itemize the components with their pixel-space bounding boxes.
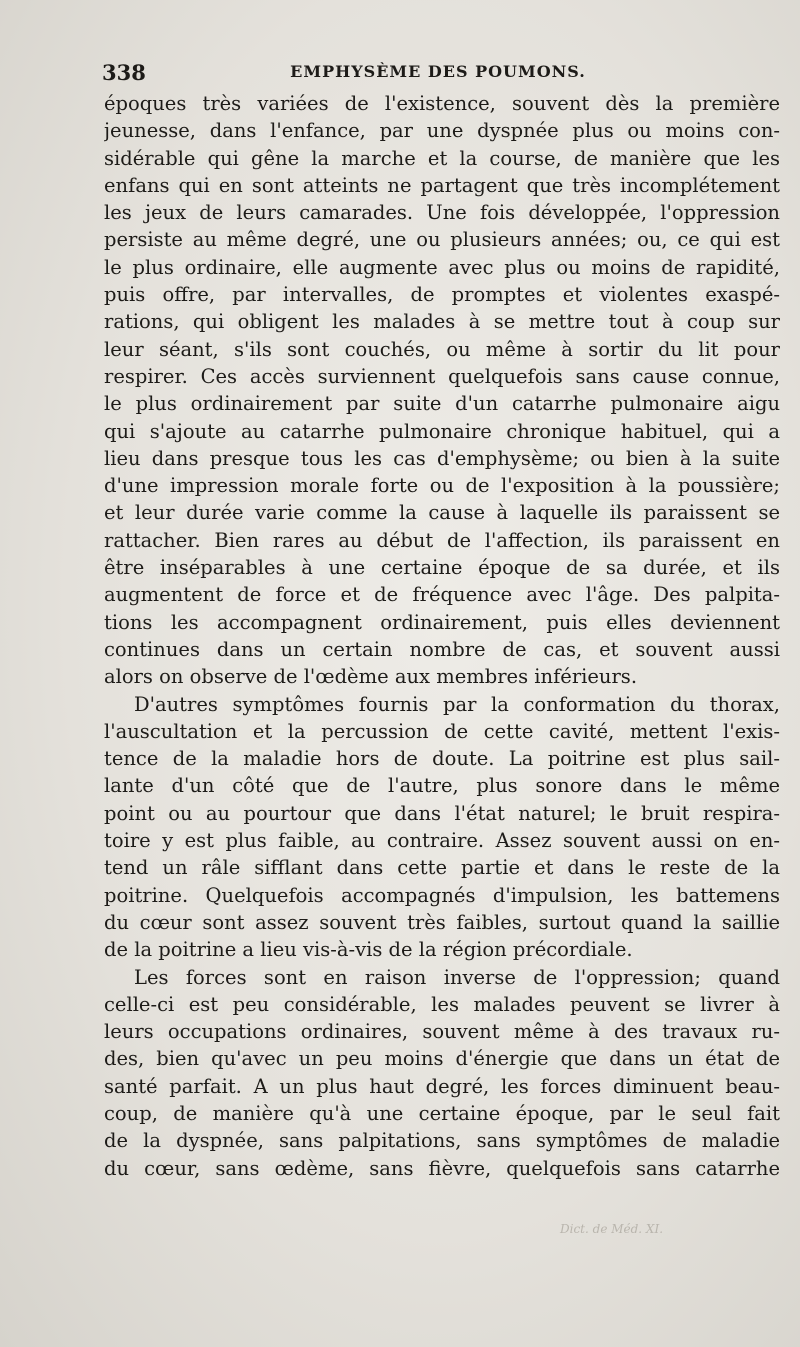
text-line: enfans qui en sont atteints ne partagent que très incomplétement [104, 173, 780, 197]
text-line: Les forces sont en raison inverse de l'oppression; quand [134, 965, 780, 989]
text-line: les jeux de leurs camarades. Une fois développée, l'oppression [104, 201, 780, 225]
page-number: 338 [102, 60, 146, 85]
text-line: celle-ci est peu considérable, les malades peuvent se livrer à [104, 992, 780, 1016]
running-title: EMPHYSÈME DES POUMONS. [290, 62, 586, 81]
text-line: tend un râle sifflant dans cette partie et dans le reste de la [104, 856, 780, 880]
text-line: persiste au même degré, une ou plusieurs années; ou, ce qui est [104, 228, 780, 252]
text-line: tence de la maladie hors de doute. La poitrine est plus sail- [104, 747, 780, 771]
text-line: alors on observe de l'œdème aux membres inférieurs. [104, 665, 638, 689]
text-line: respirer. Ces accès surviennent quelquefois sans cause connue, [104, 364, 780, 388]
text-line: jeunesse, dans l'enfance, par une dyspnée plus ou moins con- [104, 119, 780, 143]
text-line: leurs occupations ordinaires, souvent même à des travaux ru- [104, 1020, 780, 1044]
text-line: tions les accompagnent ordinairement, puis elles deviennent [104, 610, 780, 634]
text-line: être inséparables à une certaine époque de sa durée, et ils [104, 556, 780, 580]
text-line: sidérable qui gêne la marche et la course, de manière que les [104, 146, 780, 170]
text-line: augmentent de force et de fréquence avec l'âge. Des palpita- [104, 583, 780, 607]
text-line: continues dans un certain nombre de cas, et souvent aussi [104, 637, 780, 661]
text-line: poitrine. Quelquefois accompagnés d'impulsion, les battemens [104, 883, 780, 907]
text-line: de la dyspnée, sans palpitations, sans symptômes de maladie [104, 1129, 780, 1153]
text-line: leur séant, s'ils sont couchés, ou même à sortir du lit pour [104, 337, 780, 361]
text-line: puis offre, par intervalles, de promptes et violentes exaspé- [104, 283, 780, 307]
text-line: le plus ordinairement par suite d'un catarrhe pulmonaire aigu [104, 392, 780, 416]
text-line: qui s'ajoute au catarrhe pulmonaire chronique habituel, qui a [104, 419, 780, 443]
text-line: D'autres symptômes fournis par la conformation du thorax, [134, 692, 780, 716]
text-line: époques très variées de l'existence, souvent dès la première [104, 92, 780, 115]
text-line: des, bien qu'avec un peu moins d'énergie que dans un état de [104, 1047, 780, 1071]
text-line: toire y est plus faible, au contraire. Assez souvent aussi on en- [104, 829, 780, 853]
text-line: lieu dans presque tous les cas d'emphysème; ou bien à la suite [104, 446, 780, 470]
text-line: coup, de manière qu'à une certaine époque, par le seul fait [104, 1101, 780, 1125]
page-header [102, 58, 774, 88]
text-line: santé parfait. A un plus haut degré, les forces diminuent beau- [104, 1074, 780, 1098]
text-line: d'une impression morale forte ou de l'exposition à la poussière; [104, 474, 780, 498]
body-text [104, 90, 780, 1182]
text-line: du cœur sont assez souvent très faibles, surtout quand la saillie [104, 910, 780, 934]
text-line: rations, qui obligent les malades à se mettre tout à coup sur [104, 310, 780, 334]
paragraph [104, 691, 780, 964]
text-line: et leur durée varie comme la cause à laquelle ils paraissent se [104, 501, 780, 525]
text-line: le plus ordinaire, elle augmente avec plus ou moins de rapidité, [104, 255, 780, 279]
text-line: point ou au pourtour que dans l'état naturel; le bruit respira- [104, 801, 780, 825]
paragraph [104, 90, 780, 691]
text-line: lante d'un côté que de l'autre, plus sonore dans le même [104, 774, 780, 798]
text-line: l'auscultation et la percussion de cette cavité, mettent l'exis- [104, 719, 780, 743]
text-line: de la poitrine a lieu vis-à-vis de la région précordiale. [104, 938, 633, 962]
text-line: du cœur, sans œdème, sans fièvre, quelquefois sans catarrhe [104, 1156, 780, 1180]
paragraph [104, 964, 780, 1182]
text-line: rattacher. Bien rares au début de l'affection, ils paraissent en [104, 528, 780, 552]
footer-signature: Dict. de Méd. XI. [560, 1222, 664, 1236]
